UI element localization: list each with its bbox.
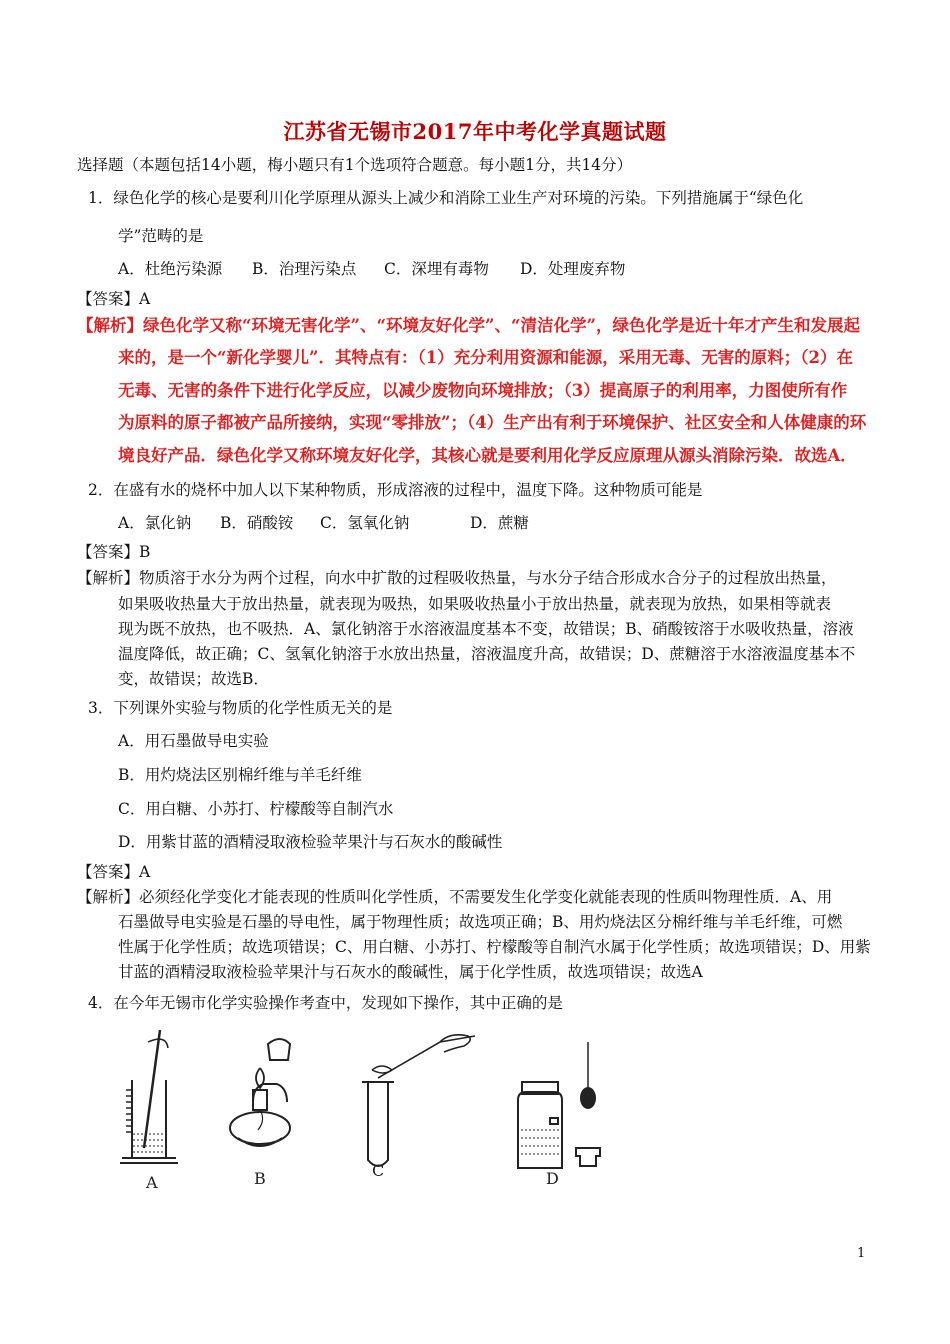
q1-option-a: A．杜绝污染源 xyxy=(118,260,223,278)
lab-operations-figure xyxy=(110,1030,610,1195)
q2-analysis-line-5: 变，故错误；故选B． xyxy=(118,670,269,688)
figure-label-b: B xyxy=(254,1169,266,1188)
q1-analysis-line-1: 【解析】绿色化学又称“环境无害化学”、“环境友好化学”、“清洁化学”，绿色化学是近十年才产生和发展起 xyxy=(77,316,860,335)
q1-analysis-line-5: 境良好产品．绿色化学又称环境友好化学，其核心就是要利用化学反应原理从源头消除污染．故选A． xyxy=(118,446,857,465)
q3-analysis-line-2: 石墨做导电实验是石墨的导电性，属于物理性质；故选项正确；B、用灼烧法区分棉纤维与羊毛纤维，可燃 xyxy=(118,913,843,931)
q3-answer: 【答案】A xyxy=(77,863,151,881)
q3-option-c: C．用白糖、小苏打、柠檬酸等自制汽水 xyxy=(118,800,394,818)
page-number: 1 xyxy=(857,1246,866,1261)
graduated-cylinder-illustration xyxy=(120,1030,178,1163)
q1-analysis-line-4: 为原料的原子都被产品所接纳，实现“零排放”；（4）生产出有利于环境保护、社区安全和人体健康的环 xyxy=(118,413,867,432)
q3-stem: 3．下列课外实验与物质的化学性质无关的是 xyxy=(88,699,393,717)
q1-stem-line-2: 学”范畴的是 xyxy=(118,227,204,245)
q2-option-b: B．硝酸铵 xyxy=(220,514,294,532)
q3-analysis-line-3: 性属于化学性质；故选项错误；C、用白糖、小苏打、柠檬酸等自制汽水属于化学性质；故选项错误；D、用紫 xyxy=(118,938,871,956)
reagent-bottle-dropper-illustration xyxy=(518,1042,600,1168)
q1-stem-line-1: 1．绿色化学的核心是要利川化学原理从源头上减少和消除工业生产对环境的污染。下列措施属于“绿色化 xyxy=(88,189,804,207)
page-title: 江苏省无锡市2017年中考化学真题试题 xyxy=(283,119,667,144)
q3-analysis-line-1: 【解析】必须经化学变化才能表现的性质叫化学性质，不需要发生化学变化就能表现的性质叫物理性质．A、用 xyxy=(77,888,833,906)
q2-analysis-line-4: 温度降低，故正确；C、氢氧化钠溶于水放出热量，溶液温度升高，故错误；D、蔗糖溶于水溶液温度基本不 xyxy=(118,645,856,663)
q1-analysis-line-2: 来的，是一个“新化学婴儿”．其特点有：（1）充分利用资源和能源，采用无毒、无害的原料；（2）在 xyxy=(118,348,853,367)
q1-answer: 【答案】A xyxy=(77,290,151,308)
q2-analysis-line-3: 现为既不放热，也不吸热．A、氯化钠溶于水溶液温度基本不变，故错误；B、硝酸铵溶于水吸收热量，溶液 xyxy=(118,620,854,638)
q2-analysis-line-1: 【解析】物质溶于水分为两个过程，向水中扩散的过程吸收热量，与水分子结合形成水合分子的过程放出热量， xyxy=(77,569,837,587)
q2-option-a: A．氯化钠 xyxy=(118,514,192,532)
q2-answer: 【答案】B xyxy=(77,543,151,561)
q4-stem: 4．在今年无锡市化学实验操作考查中，发现如下操作，其中正确的是 xyxy=(88,994,563,1012)
q2-stem: 2．在盛有水的烧杯中加人以下某种物质，形成溶液的过程中，温度下降。这种物质可能是 xyxy=(88,481,703,499)
q1-option-d: D．处理废弃物 xyxy=(520,260,626,278)
q3-option-a: A．用石墨做导电实验 xyxy=(118,732,269,750)
q2-analysis-line-2: 如果吸收热量大于放出热量，就表现为吸热，如果吸收热量小于放出热量，就表现为放热，如果相等就表 xyxy=(118,595,832,613)
q3-option-b: B．用灼烧法区别棉纤维与羊毛纤维 xyxy=(118,766,362,784)
section-header: 选择题（本题包括14小题，梅小题只有1个选项符合题意。每小题1分，共14分） xyxy=(77,156,633,174)
q3-analysis-line-4: 甘蓝的酒精浸取液检验苹果汁与石灰水的酸碱性，属于化学性质，故选项错误；故选A xyxy=(118,963,703,981)
figure-label-c: C xyxy=(372,1161,385,1180)
figure-label-a: A xyxy=(146,1173,158,1192)
test-tube-illustration xyxy=(362,1035,475,1166)
alcohol-lamp-illustration xyxy=(230,1039,290,1146)
figure-label-d: D xyxy=(546,1169,559,1188)
q1-option-c: C．深埋有毒物 xyxy=(384,260,489,278)
q1-option-b: B．治理污染点 xyxy=(252,260,357,278)
q2-option-d: D．蔗糖 xyxy=(470,514,529,532)
q1-analysis-line-3: 无毒、无害的条件下进行化学反应，以减少废物向环境排放；（3）提高原子的利用率，力图使所有作 xyxy=(118,381,848,400)
q3-option-d: D．用紫甘蓝的酒精浸取液检验苹果汁与石灰水的酸碱性 xyxy=(118,833,503,851)
q2-option-c: C．氢氧化钠 xyxy=(320,514,410,532)
